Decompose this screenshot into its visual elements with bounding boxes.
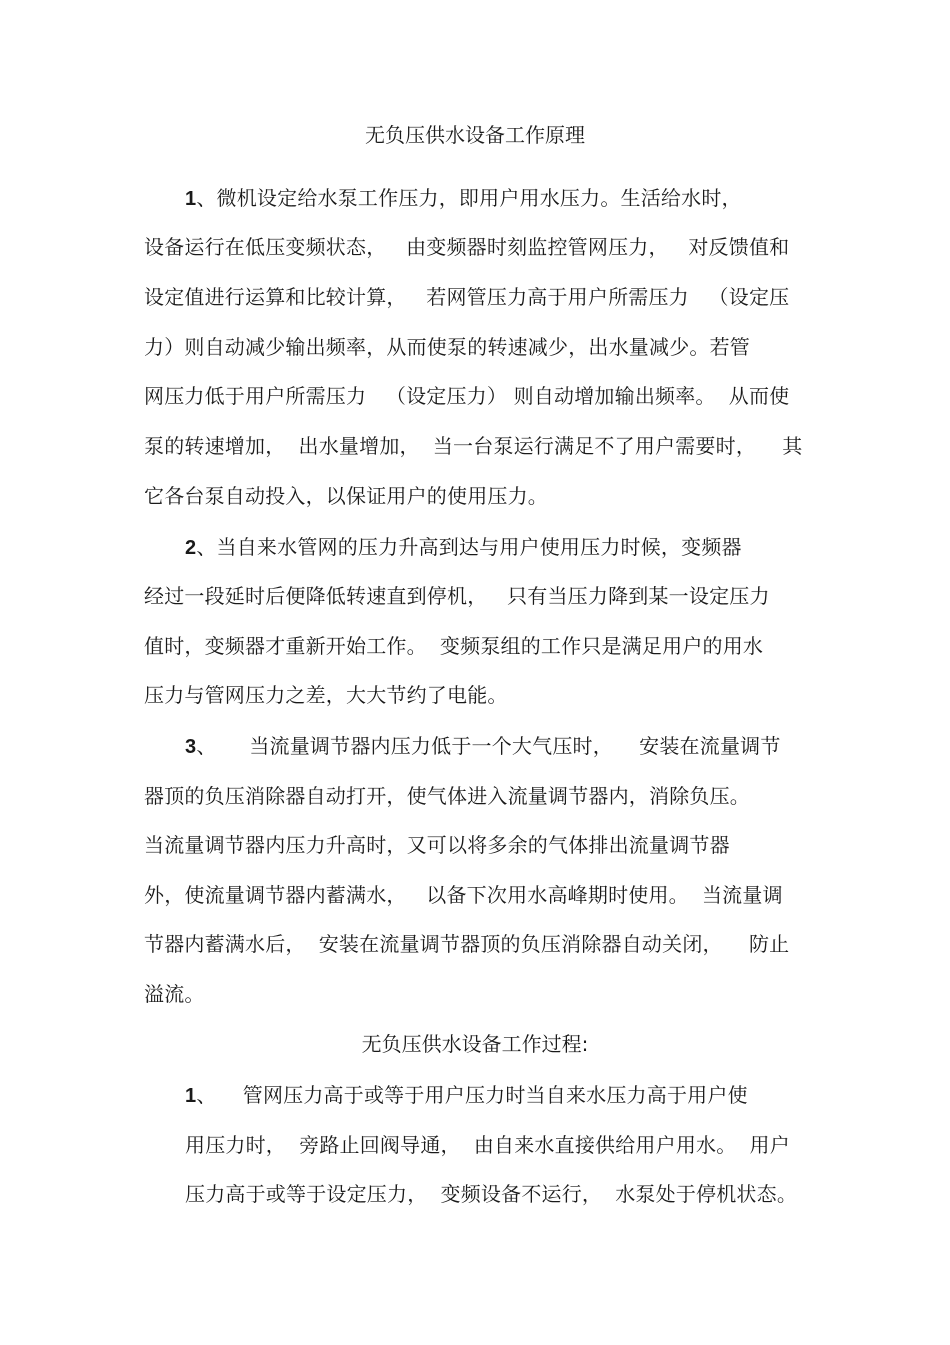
document-title: 无负压供水设备工作原理 xyxy=(365,123,585,147)
section-1-line-6: 泵的转速增加， 出水量增加， 当一台泵运行满足不了用户需要时， 其 xyxy=(144,434,803,458)
process-1-line-2: 用压力时， 旁路止回阀导通， 由自来水直接供给用户用水。 用户 xyxy=(185,1133,790,1157)
section-2-line-3: 值时，变频器才重新开始工作。 变频泵组的工作只是满足用户的用水 xyxy=(144,634,764,658)
section-3-line-1: 3、 当流量调节器内压力低于一个大气压时， 安装在流量调节 xyxy=(185,734,781,758)
section-3-line-3: 当流量调节器内压力升高时，又可以将多余的气体排出流量调节器 xyxy=(144,833,730,857)
section-1-line-5: 网压力低于用户所需压力 （设定压力） 则自动增加输出频率。 从而使 xyxy=(144,384,790,408)
section-3-line-5: 节器内蓄满水后， 安装在流量调节器顶的负压消除器自动关闭， 防止 xyxy=(144,932,790,956)
section-2-line-2: 经过一段延时后便降低转速直到停机， 只有当压力降到某一设定压力 xyxy=(144,584,770,608)
section-3-line-6: 溢流。 xyxy=(144,982,205,1006)
section-2-line-4: 压力与管网压力之差，大大节约了电能。 xyxy=(144,683,508,707)
section-2-number: 2 xyxy=(185,537,197,559)
section-3-line-4: 外，使流量调节器内蓄满水， 以备下次用水高峰期时使用。 当流量调 xyxy=(144,883,783,907)
process-1-line-1: 1、 管网压力高于或等于用户压力时当自来水压力高于用户使 xyxy=(185,1083,748,1107)
section-1-line-7: 它各台泵自动投入，以保证用户的使用压力。 xyxy=(144,484,548,508)
section-1-line-2: 设备运行在低压变频状态， 由变频器时刻监控管网压力， 对反馈值和 xyxy=(144,235,790,259)
section-2-line-1: 2、当自来水管网的压力升高到达与用户使用压力时候，变频器 xyxy=(185,535,742,559)
section-1-number: 1 xyxy=(185,188,197,210)
process-1-number: 1 xyxy=(185,1085,197,1107)
section-3-line-2: 器顶的负压消除器自动打开，使气体进入流量调节器内，消除负压。 xyxy=(144,784,750,808)
section-3-number: 3 xyxy=(185,736,197,758)
section-1-line-3: 设定值进行运算和比较计算， 若网管压力高于用户所需压力 （设定压 xyxy=(144,285,790,309)
process-1-line-3: 压力高于或等于设定压力， 变频设备不运行， 水泵处于停机状态。 xyxy=(185,1182,798,1206)
section-1-line-4: 力）则自动减少输出频率，从而使泵的转速减少，出水量减少。若管 xyxy=(144,335,750,359)
document-subtitle: 无负压供水设备工作过程: xyxy=(361,1032,589,1056)
section-1-line-1: 1、微机设定给水泵工作压力，即用户用水压力。生活给水时， xyxy=(185,186,742,210)
